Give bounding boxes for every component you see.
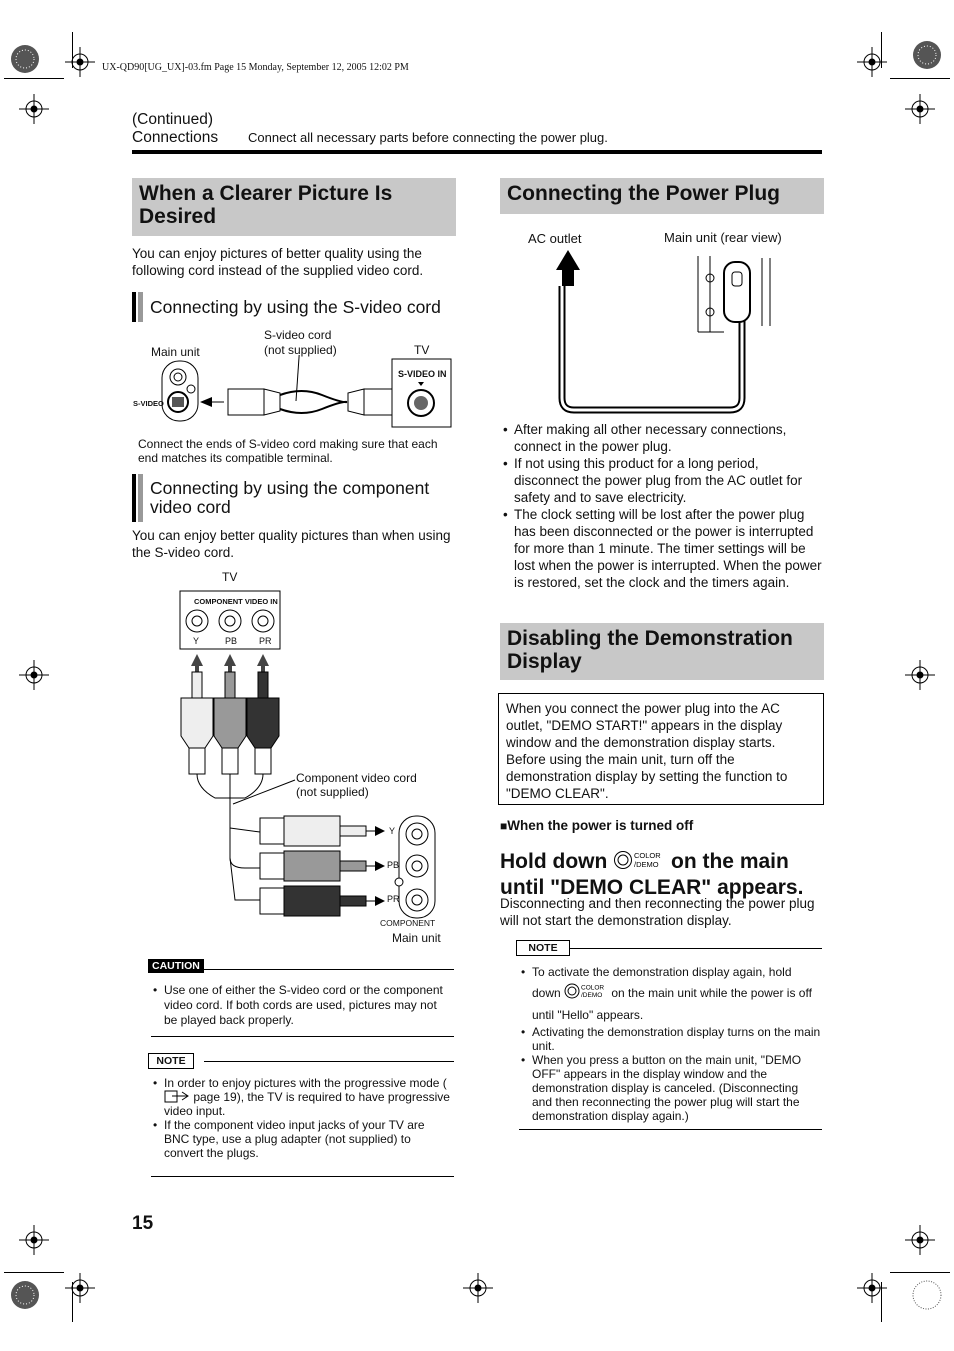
square-bullet-icon: ■	[500, 819, 508, 833]
note-right-item-3: • When you press a button on the main unit, "DEMO OFF" appears in the display window and the demonstration display is canceled. (Disconnecting and then reconnecting the power plug will start the demonstration display again.)	[519, 1053, 821, 1123]
subhead-component	[132, 474, 452, 522]
color-demo-small-line1: COLOR	[581, 984, 605, 992]
unit-jack-pb: PB	[387, 860, 400, 870]
note-right-list	[519, 963, 821, 1123]
section-title-demo: Disabling the Demonstration Display	[500, 623, 824, 680]
color-demo-button-line2: /DEMO	[634, 860, 659, 869]
power-item-2: • If not using this product for a long period, disconnect the power plug from the AC outlet for safety and to save electricity.	[501, 455, 823, 506]
note-right-rule-top	[570, 948, 822, 949]
svideo-label-main-unit: Main unit	[151, 345, 200, 359]
target-mark-mid-right	[905, 660, 935, 690]
header-note: Connect all necessary parts before connecting the power plug.	[248, 130, 608, 145]
note-left-item-1	[151, 1076, 451, 1118]
note-left-list	[151, 1076, 451, 1160]
component-panel-title: COMPONENT VIDEO IN	[194, 597, 278, 606]
note-tag-left: NOTE	[148, 1053, 194, 1069]
power-item-1: • After making all other necessary connections, connect in the power plug.	[501, 421, 823, 455]
note-right-item-2: • Activating the demonstration display turns on the main unit.	[519, 1025, 821, 1053]
demo-subhead-text: When the power is turned off	[507, 818, 694, 833]
unit-jack-pr: PR	[387, 894, 400, 904]
svideo-diagram	[132, 355, 457, 435]
note-right-item-1-b: on the main unit while the power is off until "Hello" appears.	[532, 986, 812, 1022]
component-cord-label-2: (not supplied)	[296, 785, 369, 799]
demo-subhead	[500, 818, 693, 833]
component-jack-pr: PR	[259, 636, 272, 646]
power-item-3: • The clock setting will be lost after the power plug has been disconnected or the power is interrupted for more than 1 minute. The timer settings will be lost when the power is interrupted. When the power is restored, set the clock and the timers again.	[501, 506, 823, 591]
sunburst-mark-top-right	[912, 40, 942, 70]
instruction-part-b: on the main	[671, 850, 789, 874]
caution-rule-top	[204, 969, 454, 970]
caution-rule-bottom	[151, 1036, 454, 1037]
caution-tag: CAUTION	[148, 959, 204, 973]
target-mark-bottom-c	[857, 1273, 887, 1303]
header-continued: (Continued)	[132, 111, 213, 128]
target-mark-bottom-right	[905, 1225, 935, 1255]
note-right-item-1-a: To activate the demonstration display again, hold down	[532, 965, 792, 1001]
note-right-rule-bottom	[519, 1129, 822, 1130]
target-mark-top-a	[65, 47, 95, 77]
subhead-svideo-text: Connecting by using the S-video cord	[150, 297, 441, 317]
file-info: UX-QD90[UG_UX]-03.fm Page 15 Monday, September 12, 2005 12:02 PM	[102, 62, 409, 73]
note-left-rule-top	[204, 1061, 454, 1062]
svideo-jack-right: S-VIDEO IN	[398, 369, 447, 379]
svideo-label-tv: TV	[414, 343, 430, 357]
component-intro: You can enjoy better quality pictures than when using the S-video cord.	[132, 528, 451, 560]
note-right-item-1	[519, 963, 821, 1025]
page-number: 15	[132, 1213, 154, 1234]
svideo-label-cord-1: S-video cord	[264, 328, 332, 342]
subhead-svideo	[132, 292, 470, 322]
subhead-component-text: Connecting by using the component video cord	[150, 478, 430, 517]
power-label-main-unit: Main unit (rear view)	[664, 230, 782, 245]
svideo-jack-left: S-VIDEO	[133, 399, 164, 408]
note-left-item-1-b: page 19), the TV is required to have progressive video input.	[164, 1090, 450, 1118]
target-mark-bottom-a	[65, 1273, 95, 1303]
power-label-outlet: AC outlet	[528, 231, 582, 246]
caution-list	[151, 983, 451, 1028]
component-label-tv: TV	[222, 570, 238, 584]
sunburst-mark-top-left	[10, 44, 40, 74]
demo-instruction	[500, 849, 830, 899]
demo-inst-body: Disconnecting and then reconnecting the power plug will not start the demonstration display.	[500, 896, 815, 928]
component-jack-y: Y	[193, 636, 200, 646]
power-plug-diagram	[548, 246, 778, 416]
target-mark-bottom-b	[463, 1273, 493, 1303]
target-mark-top-right	[905, 94, 935, 124]
instruction-part-a: Hold down	[500, 850, 608, 874]
sunburst-mark-bottom-left	[10, 1280, 40, 1310]
component-diagram	[175, 588, 440, 948]
color-demo-button-line1: COLOR	[634, 851, 661, 860]
note-left-rule-bottom	[151, 1176, 454, 1177]
note-left-item-2: • If the component video input jacks of your TV are BNC type, use a plug adapter (not supplied) to convert the plugs.	[151, 1118, 451, 1160]
svideo-label-cord-2: (not supplied)	[264, 343, 337, 357]
note-tag-right: NOTE	[516, 940, 570, 956]
page-reference-icon	[164, 1090, 190, 1103]
target-mark-top-left	[19, 94, 49, 124]
demo-box: When you connect the power plug into the AC outlet, "DEMO START!" appears in the display window and the demonstration display starts. Before using the main unit, turn off the demonstration display by setting the function to "DEMO CLEAR".	[498, 693, 824, 805]
component-cord-label-1: Component video cord	[296, 771, 417, 785]
header-section: Connections	[132, 129, 219, 146]
clearer-intro: You can enjoy pictures of better quality using the following cord instead of the supplied video cord.	[132, 246, 424, 278]
power-list	[501, 421, 823, 591]
section-title-clearer: When a Clearer Picture Is Desired	[132, 178, 456, 236]
svideo-caption: Connect the ends of S-video cord making sure that each end matches its compatible terminal.	[138, 437, 438, 465]
color-demo-button-small	[564, 982, 608, 1006]
target-mark-top-b	[857, 47, 887, 77]
component-jack-pb: PB	[225, 636, 238, 646]
color-demo-button	[613, 849, 665, 876]
target-mark-bottom-left	[19, 1225, 49, 1255]
note-left-item-1-a: In order to enjoy pictures with the progressive mode (	[164, 1076, 447, 1090]
color-demo-small-line2: /DEMO	[581, 992, 603, 999]
section-title-power: Connecting the Power Plug	[500, 178, 824, 214]
sunburst-mark-bottom-right	[912, 1280, 942, 1310]
unit-panel-label: COMPONENT	[380, 918, 436, 928]
target-mark-mid-left	[19, 660, 49, 690]
component-label-main-unit: Main unit	[392, 931, 441, 945]
header-rule	[132, 150, 822, 154]
instruction-part-c: until "DEMO CLEAR" appears.	[500, 876, 804, 899]
caution-item: • Use one of either the S-video cord or the component video cord. If both cords are used, pictures may not be played back properly.	[151, 983, 451, 1028]
unit-jack-y: Y	[389, 826, 396, 836]
